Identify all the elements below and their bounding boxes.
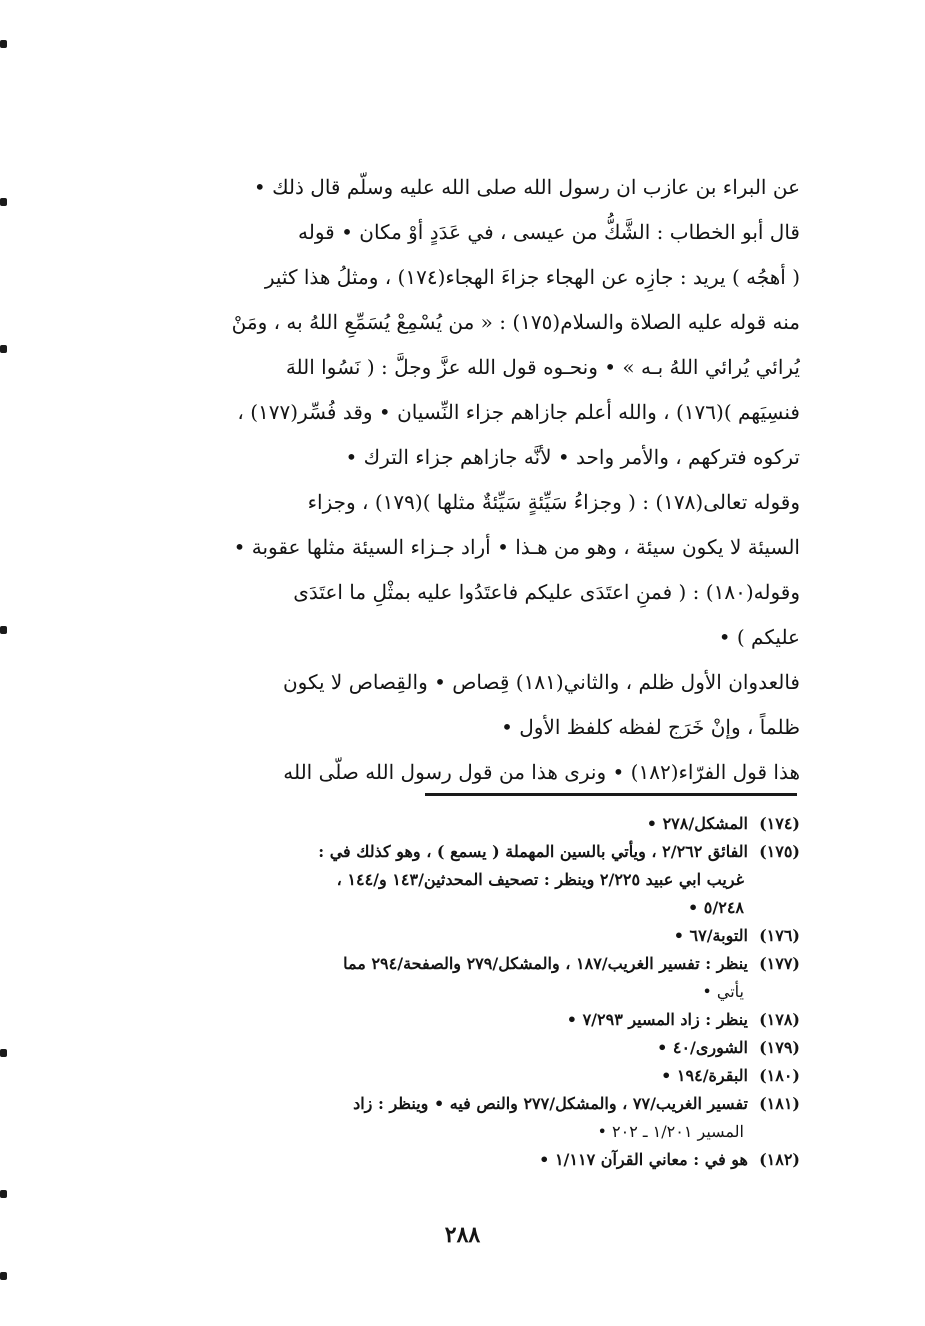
page-number: ٢٨٨ [444,1222,481,1248]
footnote-number: (١٨٢) [759,1150,800,1169]
footnote-text: ينظر : زاد المسير ٧/٢٩٣ • [566,1010,748,1029]
footnote-number: (١٧٥) [759,842,800,861]
footnote [140,810,800,838]
footnote-text: التوبة/٦٧ • [673,926,748,945]
footnote-text: تفسير الغريب/٧٧ ، والمشكل/٢٧٧ والنص فيه • وينظر : زاد [353,1094,748,1113]
text-line: وقوله(١٨٠) : ( فمنِ اعتَدَى عليكم فاعتَدُوا عليه بمثْلِ ما اعتَدَى [293,580,800,604]
footnote-number: (١٧٨) [759,1010,800,1029]
footnotes [140,810,800,1174]
scan-mark [0,626,7,634]
scan-mark [0,1272,7,1280]
text-line: وقوله تعالى(١٧٨) : ( وجزاءُ سَيِّئةٍ سَيِّئةٌ مثلها )(١٧٩) ، وجزاء [307,490,800,514]
text-line: عليكم ) • [718,625,800,649]
footnote-number: (١٧٤) [759,814,800,833]
footnote [140,950,800,978]
footnote-number: (١٧٩) [759,1038,800,1057]
text-line: ( أهجُه ) يريد : جازِه عن الهجاء جزاءَ الهجاء(١٧٤) ، ومثلُ هذا كثير [264,265,800,289]
footnote-text: البقرة/١٩٤ • [661,1066,748,1085]
footnote-number: (١٧٧) [759,954,800,973]
footnote-divider [425,793,797,796]
main-text [140,165,800,795]
footnote-text: هو في : معاني القرآن ١/١١٧ • [539,1150,748,1169]
footnote-continuation: ٥/٢٤٨ • [687,898,744,917]
footnote [140,1006,800,1034]
footnote [140,1062,800,1090]
scan-mark [0,345,7,353]
footnote-continuation: المسير ١/٢٠١ ـ ٢٠٢ • [597,1122,744,1141]
text-line: يُرائي يُرائي اللهُ بـه » • ونحـوه قول الله عزَّ وجلَّ : ( نَسُوا اللهَ [285,355,800,379]
footnote-text: الشورى/٤٠ • [657,1038,748,1057]
text-line: ظلماً ، وإنْ خَرَج لفظه كلفظ الأول • [501,715,800,739]
text-line: فنسِيَهم )(١٧٦) ، والله أعلم جازاهم جزاء النِّسيان • وقد فُسِّر(١٧٧) ، [237,400,800,424]
text-line: قال أبو الخطاب : الشَّكُّ من عيسى ، في عَدَدٍ أوْ مكان • قوله [298,220,800,244]
footnote-continuation: يأتي • [702,982,744,1001]
text-line: فالعدوان الأول ظلم ، والثاني(١٨١) قِصاص • والقِصاص لا يكون [282,670,800,694]
footnote-text: الفائق ٢/٢٦٢ ، ويأتي بالسين المهملة ( يسمع ) ، وهو كذلك في : [318,842,748,861]
footnote [140,1090,800,1118]
text-line: السيئة لا يكون سيئة ، وهو من هـذا • أراد جـزاء السيئة مثلها عقوبة • [233,535,800,559]
footnote-continuation: غريب ابي عبيد ٢/٢٢٥ وينظر : تصحيف المحدثين/١٤٣ و/١٤٤ ، [336,870,744,889]
text-line: هذا قول الفرّاء(١٨٢) • ونرى هذا من قول رسول الله صلّى الله [283,760,800,784]
text-line: عن البراء بن عازب ان رسول الله صلى الله عليه وسلّم قال ذلك • [253,175,800,199]
text-line: منه قوله عليه الصلاة والسلام(١٧٥) : « من يُسْمِعْ يُسَمِّعِ اللهُ به ، ومَنْ [231,310,800,334]
footnote [140,838,800,866]
footnote [140,922,800,950]
scan-mark [0,1190,7,1198]
footnote [140,1146,800,1174]
scan-mark [0,198,7,206]
scan-mark [0,40,7,48]
footnote [140,1034,800,1062]
footnote-number: (١٧٦) [759,926,800,945]
footnote-text: المشكل/٢٧٨ • [646,814,748,833]
scan-mark [0,1049,7,1057]
footnote-text: ينظر : تفسير الغريب/١٨٧ ، والمشكل/٢٧٩ والصفحة/٢٩٤ مما [343,954,748,973]
text-line: تركوه فتركهم ، والأمر واحد • لأنَّه جازاهم جزاء الترك • [345,445,800,469]
footnote-number: (١٨١) [759,1094,800,1113]
footnote-number: (١٨٠) [759,1066,800,1085]
